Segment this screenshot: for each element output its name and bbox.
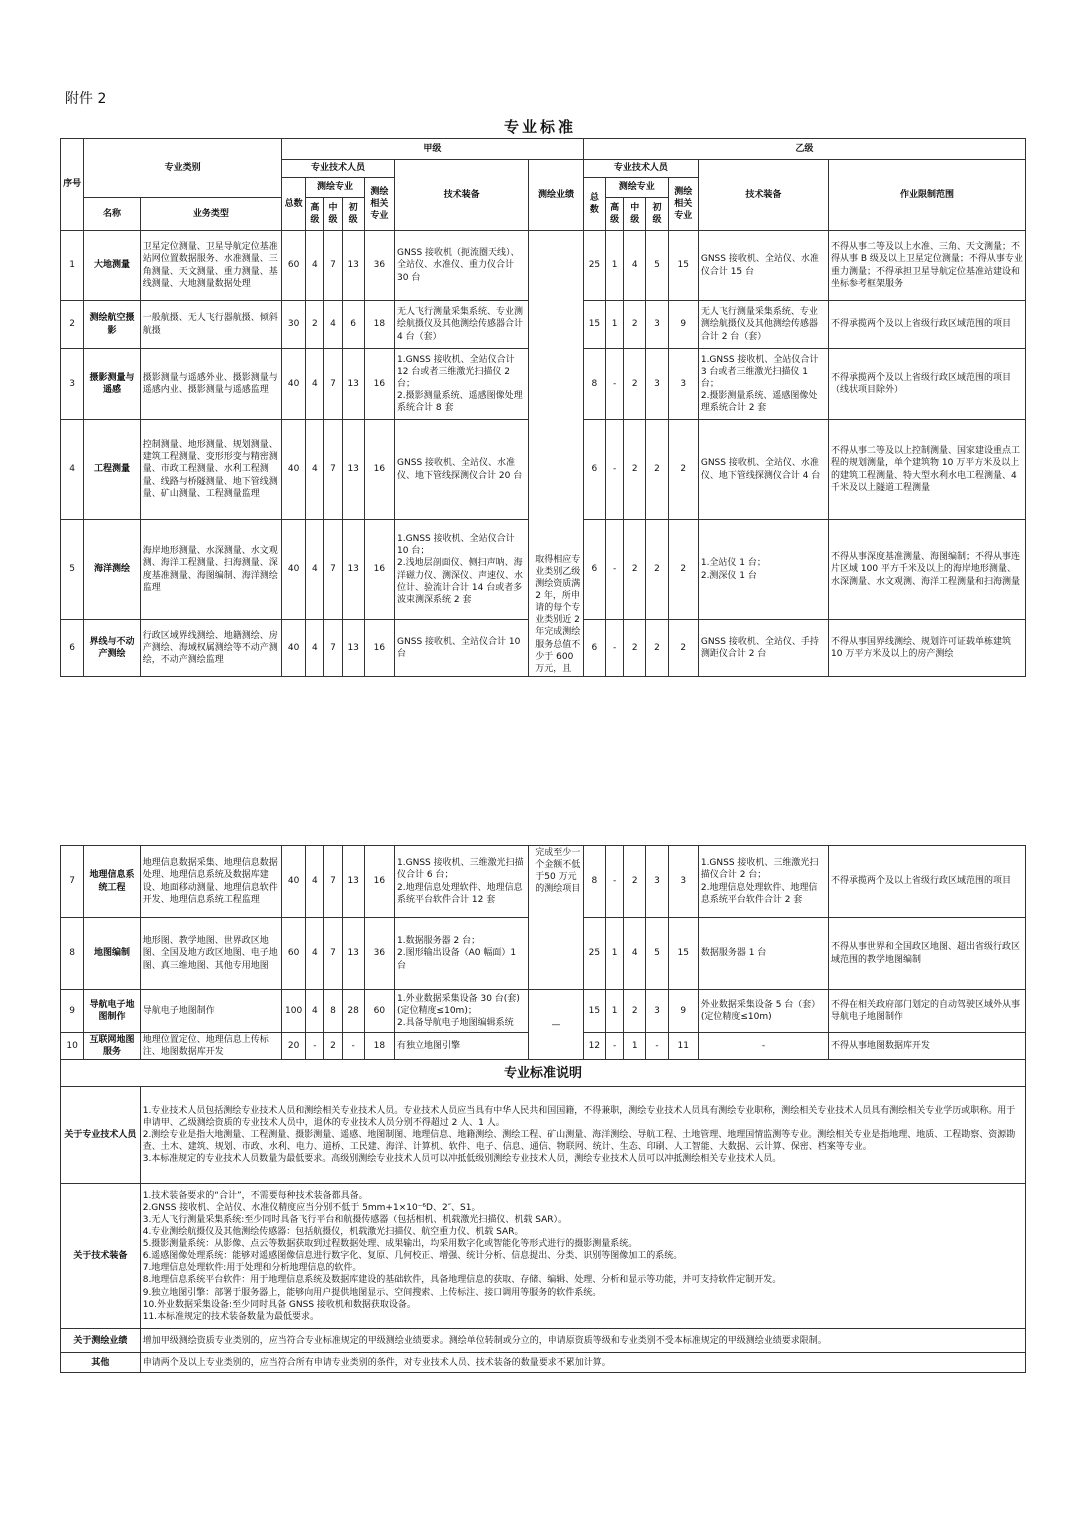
header-name: 名称 <box>84 198 141 231</box>
b-senior: 1 <box>606 990 624 1033</box>
b-middle: 2 <box>624 620 646 677</box>
header-seq: 序号 <box>61 139 84 231</box>
b-junior: 2 <box>646 620 668 677</box>
business-type: 地形图、教学地图、世界政区地图、全国及地方政区地图、电子地图、真三维地图、其他专用地图 <box>140 918 281 990</box>
header-b-junior: 初级 <box>646 198 668 231</box>
a-total: 40 <box>282 520 306 620</box>
notes-content <box>140 1087 1025 1184</box>
b-junior: 5 <box>646 918 668 990</box>
b-middle: 2 <box>624 420 646 520</box>
a-equipment: 有独立地图引擎 <box>395 1033 529 1060</box>
b-total: 15 <box>583 301 605 349</box>
a-senior: 4 <box>306 231 324 301</box>
b-related: 11 <box>668 1033 698 1060</box>
note-item: 1.专业技术人员包括测绘专业技术人员和测绘相关专业技术人员。专业技术人员应当具有中华人民共和国国籍，不得兼职，测绘专业技术人员具有测绘专业职称，测绘相关专业技术人员具有测绘相关专业学历或职称。用于申请甲、乙级测绘资质的专业技术人员中，退休的专业技术人员分别不得超过 2 人、1 人。 <box>142 1105 1016 1129</box>
a-related: 16 <box>364 520 394 620</box>
a-senior: 4 <box>306 520 324 620</box>
a-equipment: GNSS 接收机、全站仪、水准仪、地下管线探测仪合计 20 台 <box>395 420 529 520</box>
a-junior: - <box>342 1033 364 1060</box>
note-item: 3.无人飞行测量采集系统:至少同时具备飞行平台和航摄传感器（包括相机、机载激光扫描仪、机载 SAR）。 <box>142 1214 567 1225</box>
header-b-equipment: 技术装备 <box>698 160 828 231</box>
a-equipment: 无人飞行测量采集系统、专业测绘航摄仪及其他测绘传感器合计 4 台（套） <box>395 301 529 349</box>
restriction: 不得从事地图数据库开发 <box>829 1033 1026 1060</box>
row-number: 1 <box>61 231 84 301</box>
b-total: 6 <box>583 620 605 677</box>
b-junior: 3 <box>646 349 668 420</box>
header-b-total: 总数 <box>583 178 605 231</box>
restriction: 不得承揽两个及以上省级行政区域范围的项目（线状项目除外） <box>829 349 1026 420</box>
b-senior: 1 <box>606 301 624 349</box>
b-middle: 2 <box>624 520 646 620</box>
a-total: 20 <box>282 1033 306 1060</box>
b-junior: 3 <box>646 990 668 1033</box>
a-equipment: 1.数据服务器 2 台； 2.图形输出设备（A0 幅面）1 台 <box>395 918 529 990</box>
attachment-label: 附件 2 <box>65 91 107 107</box>
page-title: 专业标准 <box>503 118 576 136</box>
b-junior: 5 <box>646 231 668 301</box>
header-grade-b: 乙级 <box>583 139 1025 160</box>
row-number: 5 <box>61 520 84 620</box>
a-senior: 4 <box>306 620 324 677</box>
restriction: 不得从事深度基准测量、海图编制；不得从事连片区域 100 平方千米及以上的海岸地形测量、水深测量、水文观测、海洋工程测量和扫海测量 <box>829 520 1026 620</box>
a-junior: 13 <box>342 520 364 620</box>
row-number: 4 <box>61 420 84 520</box>
category-name: 导航电子地图制作 <box>84 990 141 1033</box>
b-total: 15 <box>583 990 605 1033</box>
a-junior: 13 <box>342 420 364 520</box>
b-senior: - <box>606 349 624 420</box>
header-b-personnel: 专业技术人员 <box>583 160 698 178</box>
a-middle: 4 <box>324 301 342 349</box>
b-total: 25 <box>583 231 605 301</box>
note-item: 1.技术装备要求的“合计”，不需要每种技术装备都具备。 <box>142 1190 368 1201</box>
b-equipment: 数据服务器 1 台 <box>698 918 828 990</box>
b-equipment: - <box>698 1033 828 1060</box>
b-related: 2 <box>668 520 698 620</box>
notes-row <box>61 1184 1026 1329</box>
a-junior: 13 <box>342 231 364 301</box>
category-name: 测绘航空摄影 <box>84 301 141 349</box>
b-junior: 3 <box>646 846 668 918</box>
a-equipment: 1.GNSS 接收机、全站仪合计 12 台或者三维激光扫描仪 2 台； 2.摄影测量系统、遥感图像处理系统合计 8 套 <box>395 349 529 420</box>
table-row <box>61 846 1026 918</box>
a-related: 16 <box>364 420 394 520</box>
standards-table-part1 <box>60 138 1026 677</box>
b-middle: 4 <box>624 918 646 990</box>
b-equipment: 1.GNSS 接收机、三维激光扫描仪合计 2 台； 2.地理信息处理软件、地理信息系统平台软件合计 2 套 <box>698 846 828 918</box>
a-senior: - <box>306 1033 324 1060</box>
a-senior: 4 <box>306 420 324 520</box>
b-total: 8 <box>583 846 605 918</box>
b-equipment: 1.GNSS 接收机、全站仪合计 3 台或者三维激光扫描仪 1 台； 2.摄影测量系统、遥感图像处理系统合计 2 套 <box>698 349 828 420</box>
note-item: 10.外业数据采集设备:至少同时具备 GNSS 接收机和数据获取设备。 <box>142 1299 416 1310</box>
b-junior: 3 <box>646 301 668 349</box>
b-middle: 2 <box>624 349 646 420</box>
b-related: 15 <box>668 918 698 990</box>
b-equipment: GNSS 接收机、全站仪、手持测距仪合计 2 台 <box>698 620 828 677</box>
note-item: 11.本标准规定的技术装备数量为最低要求。 <box>142 1311 320 1322</box>
note-item: 9.独立地图引擎：部署于服务器上，能够向用户提供地图显示、空间搜索、上传标注、接口调用等服务的软件系统。 <box>142 1287 602 1298</box>
b-related: 9 <box>668 990 698 1033</box>
a-equipment: 1.外业数据采集设备 30 台(套)(定位精度≤10m)； 2.具备导航电子地图编辑系统 <box>395 990 529 1033</box>
b-middle: 2 <box>624 846 646 918</box>
note-item: 3.本标准规定的专业技术人员数量为最低要求。高级别测绘专业技术人员可以冲抵低级别测绘专业技术人员，测绘专业技术人员可以冲抵测绘相关专业技术人员。 <box>142 1154 782 1165</box>
restriction: 不得从事二等及以上控制测量、国家建设重点工程的规划测量，单个建筑物 10 万平方米及以上的建筑工程测量、特大型水利水电工程测量、4 千米及以上隧道工程测量 <box>829 420 1026 520</box>
a-total: 60 <box>282 231 306 301</box>
a-middle: 7 <box>324 349 342 420</box>
note-item: 增加甲级测绘资质专业类别的，应当符合专业标准规定的甲级测绘业绩要求。测绘单位转制或分立的，申请原资质等级和专业类别不受本标准规定的甲级测绘业绩要求限制。 <box>142 1335 827 1346</box>
a-total: 40 <box>282 846 306 918</box>
row-number: 3 <box>61 349 84 420</box>
category-name: 地图编制 <box>84 918 141 990</box>
header-b-senior: 高级 <box>606 198 624 231</box>
a-equipment: GNSS 接收机、全站仪合计 10 台 <box>395 620 529 677</box>
header-category: 专业类别 <box>84 139 282 198</box>
note-item: 8.地理信息系统平台软件：用于地理信息系统及数据库建设的基础软件，具备地理信息的获取、存储、编辑、处理、分析和显示等功能，并可支持软件定制开发。 <box>142 1275 782 1286</box>
header-a-survey-major: 测绘专业 <box>306 178 365 198</box>
note-item: 申请两个及以上专业类别的，应当符合所有申请专业类别的条件，对专业技术人员、技术装备的数量要求不累加计算。 <box>142 1357 611 1368</box>
performance-requirement-cont: 完成至少一个金额不低于50 万元的测绘项目 <box>529 846 584 990</box>
a-senior: 4 <box>306 918 324 990</box>
a-junior: 13 <box>342 918 364 990</box>
a-junior: 13 <box>342 620 364 677</box>
category-name: 地理信息系统工程 <box>84 846 141 918</box>
b-equipment: 无人飞行测量采集系统、专业测绘航摄仪及其他测绘传感器合计 2 台（套） <box>698 301 828 349</box>
notes-content <box>140 1353 1025 1373</box>
row-number: 10 <box>61 1033 84 1060</box>
notes-row <box>61 1329 1026 1353</box>
b-junior: 2 <box>646 520 668 620</box>
row-number: 7 <box>61 846 84 918</box>
notes-row <box>61 1087 1026 1184</box>
b-related: 2 <box>668 420 698 520</box>
b-senior: - <box>606 620 624 677</box>
business-type: 导航电子地图制作 <box>140 990 281 1033</box>
category-name: 工程测量 <box>84 420 141 520</box>
b-total: 12 <box>583 1033 605 1060</box>
b-middle: 4 <box>624 231 646 301</box>
header-a-related: 测绘相关专业 <box>364 178 394 231</box>
header-a-total: 总数 <box>282 178 306 231</box>
category-name: 界线与不动产测绘 <box>84 620 141 677</box>
notes-label: 关于测绘业绩 <box>61 1329 141 1353</box>
a-related: 18 <box>364 301 394 349</box>
notes-label: 关于专业技术人员 <box>61 1087 141 1184</box>
b-middle: 2 <box>624 301 646 349</box>
b-total: 25 <box>583 918 605 990</box>
table-row <box>61 990 1026 1033</box>
category-name: 摄影测量与遥感 <box>84 349 141 420</box>
row-number: 6 <box>61 620 84 677</box>
header-b-related: 测绘相关专业 <box>668 178 698 231</box>
a-total: 40 <box>282 349 306 420</box>
a-middle: 7 <box>324 520 342 620</box>
a-senior: 4 <box>306 349 324 420</box>
notes-title: 专业标准说明 <box>61 1060 1026 1087</box>
business-type: 地理位置定位、地理信息上传标注、地图数据库开发 <box>140 1033 281 1060</box>
b-equipment: GNSS 接收机、全站仪、水准仪、地下管线探测仪合计 4 台 <box>698 420 828 520</box>
category-name: 互联网地图服务 <box>84 1033 141 1060</box>
notes-content <box>140 1184 1025 1329</box>
b-total: 8 <box>583 349 605 420</box>
b-senior: - <box>606 420 624 520</box>
a-related: 36 <box>364 918 394 990</box>
category-name: 海洋测绘 <box>84 520 141 620</box>
business-type: 地理信息数据采集、地理信息数据处理、地理信息系统及数据库建设、地面移动测量、地理信息软件开发、地理信息系统工程监理 <box>140 846 281 918</box>
b-senior: - <box>606 520 624 620</box>
header-a-middle: 中级 <box>324 198 342 231</box>
header-a-personnel: 专业技术人员 <box>282 160 395 178</box>
b-equipment: GNSS 接收机、全站仪、水准仪合计 15 台 <box>698 231 828 301</box>
notes-label: 关于技术装备 <box>61 1184 141 1329</box>
b-senior: 1 <box>606 231 624 301</box>
b-equipment: 外业数据采集设备 5 台（套）(定位精度≤10m) <box>698 990 828 1033</box>
b-senior: - <box>606 1033 624 1060</box>
a-related: 16 <box>364 846 394 918</box>
b-related: 3 <box>668 846 698 918</box>
note-item: 5.摄影测量系统：从影像、点云等数据获取到过程数据处理、成果输出，均采用数字化或智能化等形式进行的摄影测量系统。 <box>142 1239 638 1250</box>
header-a-senior: 高级 <box>306 198 324 231</box>
business-type: 行政区域界线测绘、地籍测绘、房产测绘、海域权属测绘等不动产测绘，不动产测绘监理 <box>140 620 281 677</box>
a-middle: 7 <box>324 231 342 301</box>
row-number: 2 <box>61 301 84 349</box>
a-junior: 6 <box>342 301 364 349</box>
a-middle: 7 <box>324 846 342 918</box>
a-equipment: 1.GNSS 接收机、全站仪合计 10 台； 2.浅地层剖面仪、侧扫声呐、海洋磁力仪、测深仪、声速仪、水位计、验流计合计 14 台或者多波束测深系统 2 套 <box>395 520 529 620</box>
note-item: 2.测绘专业是指大地测量、工程测量、摄影测量、遥感、地图制图、地理信息、地籍测绘、测绘工程、矿山测量、海洋测绘、导航工程、土地管理、地理国情监测等专业。测绘相关专业是指地理、地质、工程勘察、资源勘查、土木、建筑、规划、市政、水利、电力、道桥、工民建、海洋、计算机、软件、电子、信息、通信、物联网、统计、生态、印刷、人工智能、大数据、云计算、保密、档案等专业。 <box>142 1130 1016 1153</box>
restriction: 不得承揽两个及以上省级行政区域范围的项目 <box>829 301 1026 349</box>
header-performance: 测绘业绩 <box>529 160 584 231</box>
b-equipment: 1.全站仪 1 台； 2.测深仪 1 台 <box>698 520 828 620</box>
a-senior: 4 <box>306 990 324 1033</box>
notes-content <box>140 1329 1025 1353</box>
a-related: 36 <box>364 231 394 301</box>
business-type: 卫星定位测量、卫星导航定位基准站网位置数据服务、水准测量、三角测量、天文测量、重力测量、基线测量、大地测量数据处理 <box>140 231 281 301</box>
b-junior: - <box>646 1033 668 1060</box>
a-equipment: 1.GNSS 接收机、三维激光扫描仪合计 6 台； 2.地理信息处理软件、地理信息系统平台软件合计 12 套 <box>395 846 529 918</box>
a-related: 60 <box>364 990 394 1033</box>
header-grade-a: 甲级 <box>282 139 584 160</box>
a-middle: 2 <box>324 1033 342 1060</box>
row-number: 8 <box>61 918 84 990</box>
a-junior: 28 <box>342 990 364 1033</box>
business-type: 一般航摄、无人飞行器航摄、倾斜航摄 <box>140 301 281 349</box>
notes-row <box>61 1353 1026 1373</box>
header-a-junior: 初级 <box>342 198 364 231</box>
header-b-survey-major: 测绘专业 <box>606 178 669 198</box>
header-business-type: 业务类型 <box>140 198 281 231</box>
notes-label: 其他 <box>61 1353 141 1373</box>
note-item: 7.地理信息处理软件:用于处理和分析地理信息的软件。 <box>142 1263 362 1274</box>
a-total: 40 <box>282 420 306 520</box>
performance-dash: — <box>529 990 584 1060</box>
a-junior: 13 <box>342 349 364 420</box>
b-related: 15 <box>668 231 698 301</box>
b-senior: - <box>606 846 624 918</box>
a-total: 100 <box>282 990 306 1033</box>
b-middle: 2 <box>624 990 646 1033</box>
a-senior: 4 <box>306 846 324 918</box>
a-senior: 2 <box>306 301 324 349</box>
a-total: 60 <box>282 918 306 990</box>
a-middle: 7 <box>324 420 342 520</box>
a-total: 30 <box>282 301 306 349</box>
b-related: 9 <box>668 301 698 349</box>
header-restriction: 作业限制范围 <box>829 160 1026 231</box>
restriction: 不得从事二等及以上水准、三角、天文测量；不得从事 B 级及以上卫星定位测量；不得从事专业重力测量；不得承担卫星导航定位基准站建设和坐标参考框架服务 <box>829 231 1026 301</box>
a-middle: 8 <box>324 990 342 1033</box>
table-row <box>61 231 1026 301</box>
header-b-middle: 中级 <box>624 198 646 231</box>
header-a-equipment: 技术装备 <box>395 160 529 231</box>
performance-requirement: 取得相应专业类别乙级测绘资质满 2 年，所申请的每个专业类别近 2 年完成测绘服务总值不少于 600 万元，且 <box>529 231 584 677</box>
a-related: 16 <box>364 620 394 677</box>
business-type: 摄影测量与遥感外业、摄影测量与遥感内业、摄影测量与遥感监理 <box>140 349 281 420</box>
a-total: 40 <box>282 620 306 677</box>
b-senior: 1 <box>606 918 624 990</box>
b-total: 6 <box>583 420 605 520</box>
note-item: 2.GNSS 接收机、全站仪、水准仪精度应当分别不低于 5mm+1×10⁻⁶D、2″、S1。 <box>142 1202 481 1213</box>
a-related: 16 <box>364 349 394 420</box>
restriction: 不得承揽两个及以上省级行政区域范围的项目 <box>829 846 1026 918</box>
b-related: 2 <box>668 620 698 677</box>
restriction: 不得从事国界线测绘、规划许可证载单栋建筑 10 万平方米及以上的房产测绘 <box>829 620 1026 677</box>
restriction: 不得从事世界和全国政区地图、超出省级行政区域范围的教学地图编制 <box>829 918 1026 990</box>
note-item: 4.专业测绘航摄仪及其他测绘传感器：包括航摄仪，机载激光扫描仪、航空重力仪、机载 SAR。 <box>142 1226 524 1237</box>
a-middle: 7 <box>324 620 342 677</box>
a-related: 18 <box>364 1033 394 1060</box>
a-equipment: GNSS 接收机（扼流圈天线）、全站仪、水准仪、重力仪合计 30 台 <box>395 231 529 301</box>
category-name: 大地测量 <box>84 231 141 301</box>
b-junior: 2 <box>646 420 668 520</box>
b-total: 6 <box>583 520 605 620</box>
business-type: 控制测量、地形测量、规划测量、建筑工程测量、变形形变与精密测量、市政工程测量、水利工程测量、线路与桥隧测量、地下管线测量、矿山测量、工程测量监理 <box>140 420 281 520</box>
a-middle: 7 <box>324 918 342 990</box>
business-type: 海岸地形测量、水深测量、水文观测、海洋工程测量、扫海测量、深度基准测量、海图编制、海洋测绘监理 <box>140 520 281 620</box>
restriction: 不得在相关政府部门划定的自动驾驶区域外从事导航电子地图制作 <box>829 990 1026 1033</box>
row-number: 9 <box>61 990 84 1033</box>
standards-table-part2 <box>60 845 1026 1373</box>
b-related: 3 <box>668 349 698 420</box>
a-junior: 13 <box>342 846 364 918</box>
b-middle: 1 <box>624 1033 646 1060</box>
note-item: 6.遥感图像处理系统：能够对遥感图像信息进行数字化、复原、几何校正、增强、统计分析、信息提出、分类、识别等图像加工的系统。 <box>142 1251 683 1262</box>
